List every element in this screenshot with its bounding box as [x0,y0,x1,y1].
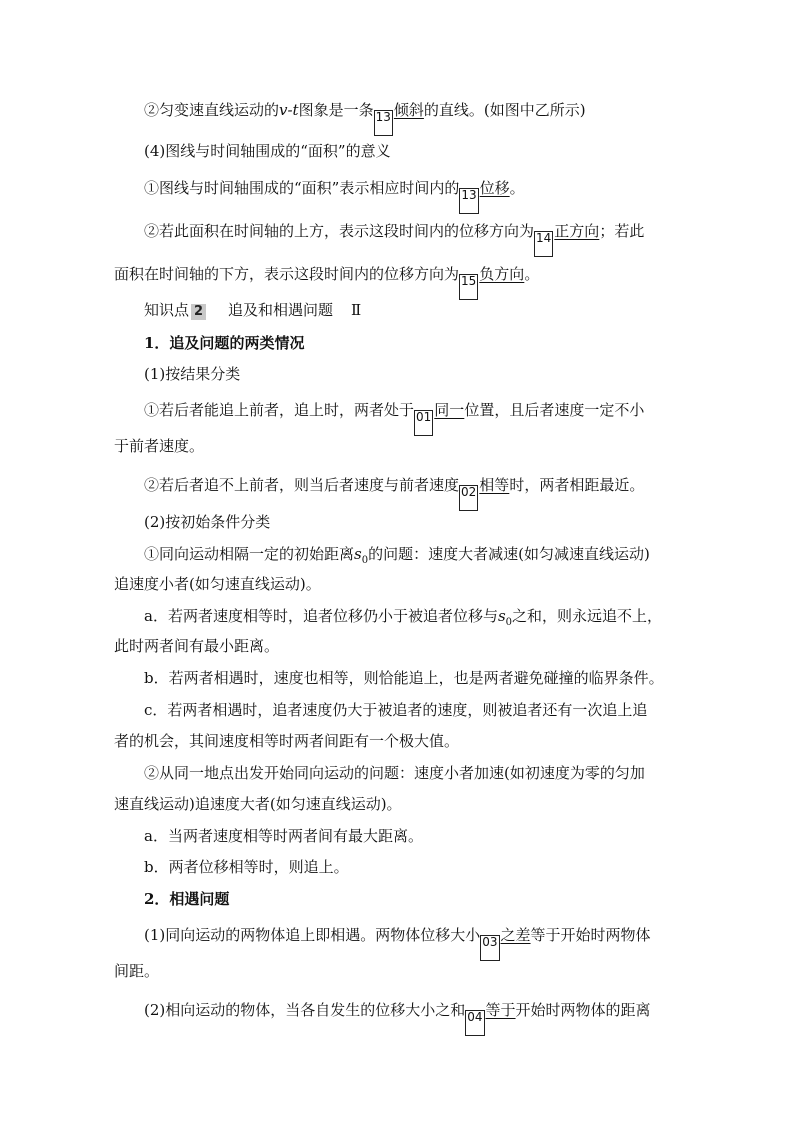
variable-s: s [354,545,362,563]
blank-number-box: 02 [459,485,478,511]
blank-number-box: 13 [374,110,393,136]
paragraph-catch-up [144,400,684,436]
variable-s: s [497,607,506,625]
text: 。 [524,265,540,283]
text: 之和，则永远追不上， [512,607,663,625]
text: (1)同向运动的两物体追上即相遇。两物体位移大小 [144,926,481,944]
paragraph-case-a-cont: 此时两者间有最小距离。 [114,637,280,655]
knowledge-point-title: 追及和相遇问题 [228,301,334,319]
text: 等于开始时两物体 [530,926,651,944]
text: ②若此面积在时间轴的上方，表示这段时间内的位移方向为 [144,222,535,240]
blank-number-box: 01 [414,410,433,436]
paragraph-same-direction-cont: 追速度小者(如匀速直线运动)。 [114,575,321,593]
paragraph-case-c-cont: 者的机会，其间速度相等时两者间距有一个极大值。 [114,732,460,750]
knowledge-point-level: Ⅱ [351,301,362,319]
text: 图象是一条 [298,101,374,119]
knowledge-point-heading [144,300,684,320]
blank-number-box: 04 [465,1010,484,1036]
paragraph-vt-graph [144,100,684,136]
paragraph-same-direction-meet [144,925,684,961]
subscript: 0 [361,555,369,566]
text: 位置，且后者速度一定不小 [464,401,645,419]
section-heading-1: 1．追及问题的两类情况 [144,334,305,352]
text: 的直线。(如图中乙所示) [423,101,586,119]
text: 开始时两物体的距离 [515,1001,651,1019]
paragraph-not-catch-up [144,475,684,511]
paragraph-case-b: b．若两者相遇时，速度也相等，则恰能追上，也是两者避免碰撞的临界条件。 [144,669,664,687]
paragraph-case-c: c．若两者相遇时，追者速度仍大于被追者的速度，则被追者还有一次追上追 [144,701,648,719]
paragraph-same-start: ②从同一地点出发开始同向运动的问题：速度小者加速(如初速度为零的匀加 [144,764,645,782]
subheading-by-result: (1)按结果分类 [144,365,241,383]
text: (2)相向运动的物体，当各自发生的位移大小之和 [144,1001,466,1019]
blank-number-box: 14 [534,231,553,257]
answer-text: 之差 [500,926,531,944]
paragraph-opposite-direction-meet [144,1000,684,1036]
blank-number-box: 15 [459,274,478,300]
text: ①同向运动相隔一定的初始距离 [144,545,355,563]
paragraph-catch-up-cont: 于前者速度。 [114,437,205,455]
text: 时，两者相距最近。 [509,476,645,494]
text: ②匀变速直线运动的 [144,101,280,119]
text: ；若此 [599,222,645,240]
answer-text: 同一 [434,401,465,419]
paragraph-same-start-cont: 速直线运动)追速度大者(如匀速直线运动)。 [114,795,402,813]
section-heading-2: 2．相遇问题 [144,890,230,908]
paragraph-max-distance: a．当两者速度相等时两者间有最大距离。 [144,827,423,845]
paragraph-same-direction [144,544,684,571]
text: ①图线与时间轴围成的“面积”表示相应时间内的 [144,179,460,197]
paragraph-area-displacement [144,178,684,214]
paragraph-case-a [144,606,684,633]
paragraph-negative-direction [114,264,682,300]
answer-text: 位移 [479,179,510,197]
text: 的问题：速度大者减速(如匀减速直线运动) [368,545,650,563]
answer-text: 相等 [479,476,510,494]
vt-symbol: v-t [279,101,299,119]
subscript: 0 [505,617,513,628]
blank-number-box: 13 [459,188,478,214]
paragraph-equal-displacement: b．两者位移相等时，则追上。 [144,858,349,876]
answer-text: 正方向 [554,222,600,240]
paragraph-positive-direction [144,221,684,257]
answer-text: 负方向 [479,265,525,283]
blank-number-box: 03 [480,935,499,961]
subheading-area-meaning: (4)图线与时间轴围成的“面积”的意义 [144,142,391,160]
answer-text: 倾斜 [393,101,424,119]
text: 。 [509,179,525,197]
text: 面积在时间轴的下方，表示这段时间内的位移方向为 [114,265,460,283]
knowledge-point-number-badge: 2 [191,304,206,320]
knowledge-point-label: 知识点 [144,301,190,319]
answer-text: 等于 [485,1001,516,1019]
text: ②若后者追不上前者，则当后者速度与前者速度 [144,476,460,494]
text: ①若后者能追上前者，追上时，两者处于 [144,401,415,419]
subheading-by-initial: (2)按初始条件分类 [144,513,271,531]
text: a．若两者速度相等时，追者位移仍小于被追者位移与 [144,607,498,625]
paragraph-same-direction-meet-cont: 间距。 [114,962,160,980]
